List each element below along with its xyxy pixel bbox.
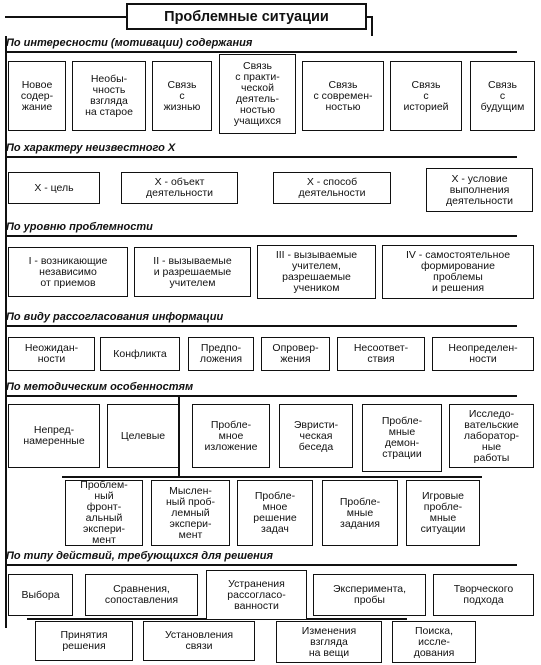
item-action-7: Установления связи [143,621,255,661]
section-heading-problem-level: По уровню проблемности [6,221,153,233]
item-methodical-8: Мыслен- ный проб- лемный экспери- мент [151,480,230,546]
item-motivation-2: Необы- чность взгляда на старое [72,61,146,131]
section-heading-action-type: По типу действий, требующихся для решения [6,550,273,562]
methodical-branch-line [62,476,482,478]
item-methodical-9: Пробле- мное решение задач [237,480,313,546]
item-problem-level-4: IV - самостоятельное формирование проблемы и решения [382,245,534,299]
item-unknown-x-4: Х - условие выполнения деятельности [426,168,533,212]
item-action-1: Выбора [8,574,73,616]
item-unknown-x-2: Х - объект деятельности [121,172,238,204]
item-mismatch-3: Предпо- ложения [188,337,254,371]
item-action-5: Творческого подхода [433,574,534,616]
item-problem-level-1: I - возникающие независимо от приемов [8,247,128,297]
section-heading-unknown-x: По характеру неизвестного Х [6,142,176,154]
item-methodical-11: Игровые пробле- мные ситуации [406,480,480,546]
title-connector-right-down [371,16,373,36]
item-unknown-x-3: Х - способ деятельности [273,172,391,204]
item-methodical-2: Целевые [107,404,179,468]
section-underline [5,325,517,327]
item-action-9: Поиска, иссле- дования [392,621,476,663]
item-methodical-6: Исследо- вательские лаборатор- ные работы [449,404,534,468]
title-connector [5,16,127,18]
section-underline [5,156,517,158]
section-underline [5,235,517,237]
item-action-6: Принятия решения [35,621,133,661]
item-motivation-4: Связь с практи- ческой деятель- ностью учащихся [219,54,296,134]
item-motivation-3: Связь с жизнью [152,61,212,131]
item-methodical-3: Пробле- мное изложение [192,404,270,468]
item-methodical-7: Проблем- ный фронт- альный экспери- мент [65,480,143,546]
item-action-8: Изменения взгляда на вещи [276,621,382,663]
diagram-title: Проблемные ситуации [126,3,367,30]
item-motivation-5: Связь с современ- ностью [302,61,384,131]
section-heading-mismatch: По виду рассогласования информации [6,311,224,323]
item-mismatch-5: Несоответ- ствия [337,337,425,371]
item-methodical-4: Эвристи- ческая беседа [279,404,353,468]
item-motivation-7: Связь с будущим [470,61,535,131]
section-underline [5,51,517,53]
item-problem-level-3: III - вызываемые учителем, разрешаемые учеником [257,245,376,299]
item-mismatch-4: Опровер- жения [261,337,330,371]
section-underline [5,564,517,566]
section-underline [5,395,517,397]
item-mismatch-2: Конфликта [100,337,180,371]
item-motivation-1: Новое содер- жание [8,61,66,131]
item-unknown-x-1: Х - цель [8,172,100,204]
item-mismatch-1: Неожидан- ности [8,337,95,371]
item-problem-level-2: II - вызываемые и разрешаемые учителем [134,247,251,297]
item-methodical-5: Пробле- мные демон- страции [362,404,442,472]
item-action-2: Сравнения, сопоставления [85,574,198,616]
item-methodical-10: Пробле- мные задания [322,480,398,546]
item-motivation-6: Связь с историей [390,61,462,131]
item-methodical-1: Непред- намеренные [8,404,100,468]
spine-line [5,36,7,628]
item-mismatch-6: Неопределен- ности [432,337,534,371]
section-heading-methodical: По методическим особенностям [6,381,194,393]
section-heading-motivation: По интересности (мотивации) содержания [6,37,253,49]
item-action-4: Эксперимента, пробы [313,574,426,616]
item-action-3: Устранения рассогласо- ванности [206,570,307,620]
